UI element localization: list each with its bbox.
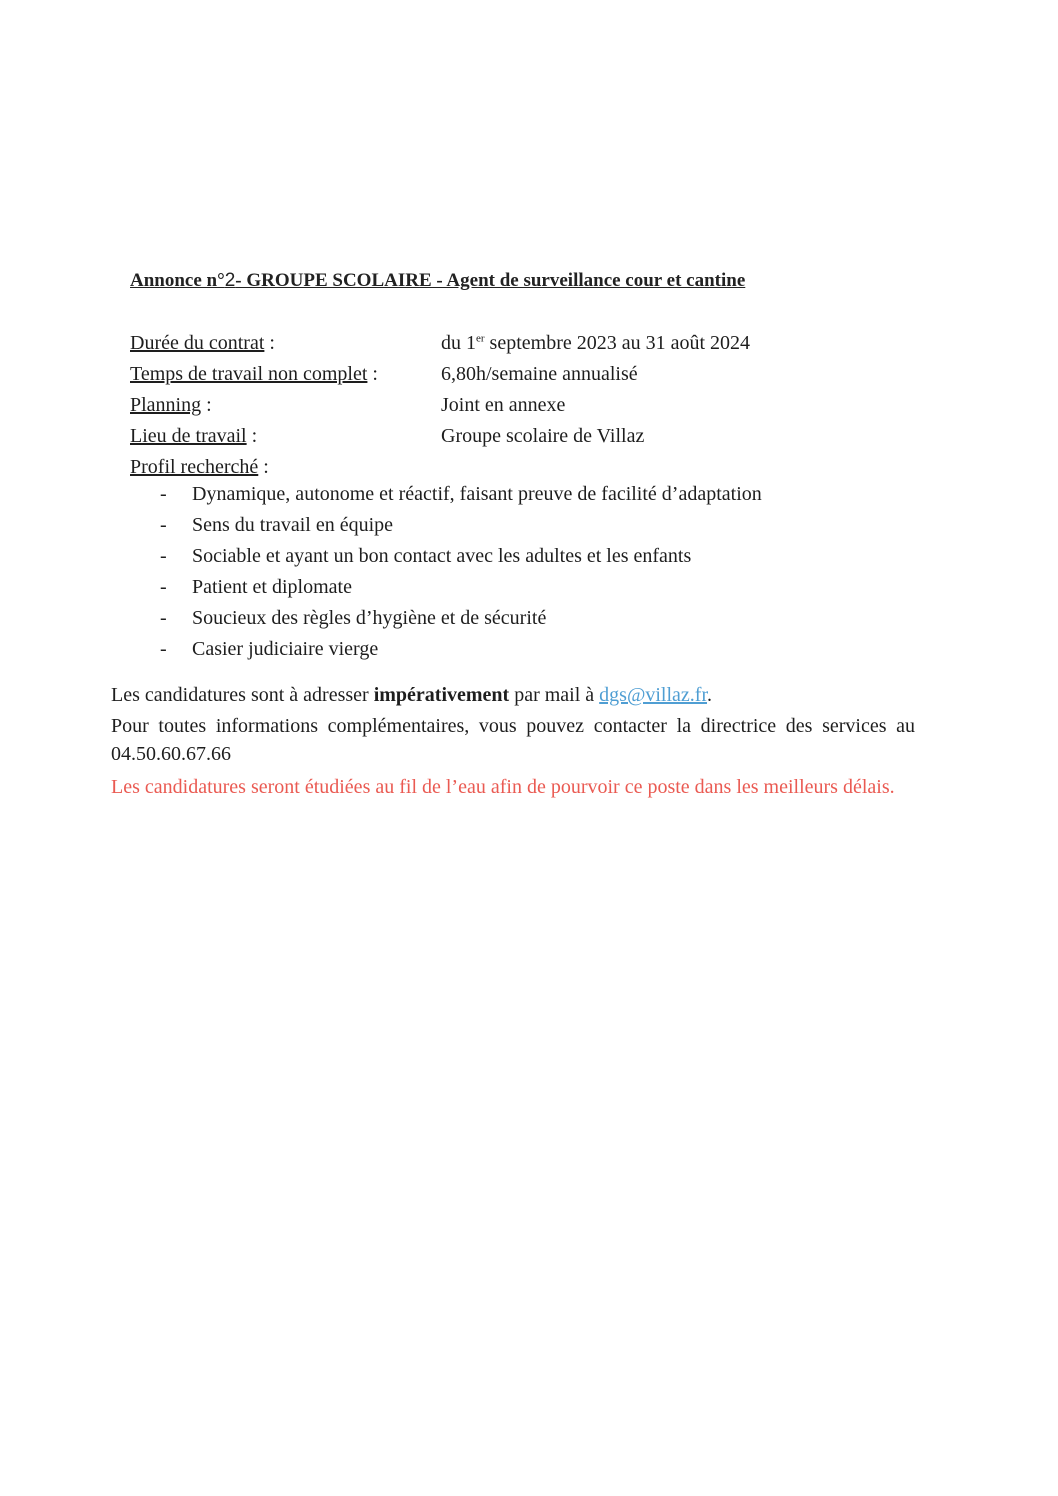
label-separator: : <box>367 363 378 385</box>
bullet-dash: - <box>160 638 167 660</box>
contact-info: Pour toutes informations complémentaires, vous pouvez contacter la directrice des services au 04.50.60.67.66 <box>111 715 915 765</box>
list-item: - Sens du travail en équipe <box>160 514 394 536</box>
list-item: - Patient et diplomate <box>160 576 352 598</box>
email-link[interactable]: dgs@villaz.fr <box>599 684 708 706</box>
workplace-label: Lieu de travail <box>130 425 247 447</box>
planning-value: Joint en annexe <box>441 394 566 416</box>
label-separator: : <box>246 425 258 447</box>
profile-label: Profil recherché <box>130 456 259 478</box>
announcement-number: 2 <box>224 270 236 291</box>
title-prefix: Annonce n° <box>130 270 225 291</box>
working-time-value: 6,80h/semaine annualisé <box>441 363 638 385</box>
bullet-dash: - <box>160 607 167 629</box>
contract-duration-row <box>130 332 751 355</box>
emphasis-imperatively: impérativement <box>373 684 510 706</box>
contract-duration-label: Durée du contrat <box>130 332 265 354</box>
list-item: - Soucieux des règles d’hygiène et de sécurité <box>160 607 547 629</box>
bullet-dash: - <box>160 514 167 536</box>
list-item: - Casier judiciaire vierge <box>160 638 379 660</box>
label-separator: : <box>264 332 275 354</box>
bullet-dash: - <box>160 545 167 567</box>
profile-list <box>160 482 762 668</box>
contract-duration-value: du 1er septembre 2023 au 31 août 2024 <box>441 332 751 354</box>
list-item: - Dynamique, autonome et réactif, faisant preuve de facilité d’adaptation <box>160 483 762 505</box>
list-item: - Sociable et ayant un bon contact avec les adultes et les enfants <box>160 545 692 567</box>
workplace-row <box>130 425 645 448</box>
application-instructions: Les candidatures sont à adresser impérativement par mail à dgs@villaz.fr. <box>111 684 713 706</box>
label-separator: : <box>201 394 212 416</box>
notice-text: Les candidatures seront étudiées au fil de l’eau afin de pourvoir ce poste dans les meilleurs délais. <box>111 776 895 798</box>
workplace-value: Groupe scolaire de Villaz <box>441 425 645 447</box>
planning-label: Planning <box>130 394 202 416</box>
working-time-label: Temps de travail non complet <box>130 363 368 385</box>
bullet-dash: - <box>160 483 167 505</box>
bullet-dash: - <box>160 576 167 598</box>
planning-row <box>130 394 566 417</box>
working-time-row <box>130 363 638 386</box>
profile-row <box>130 456 269 479</box>
label-separator: : <box>258 456 269 478</box>
announcement-title <box>130 270 745 292</box>
title-text: - GROUPE SCOLAIRE - Agent de surveillance cour et cantine <box>235 270 746 291</box>
